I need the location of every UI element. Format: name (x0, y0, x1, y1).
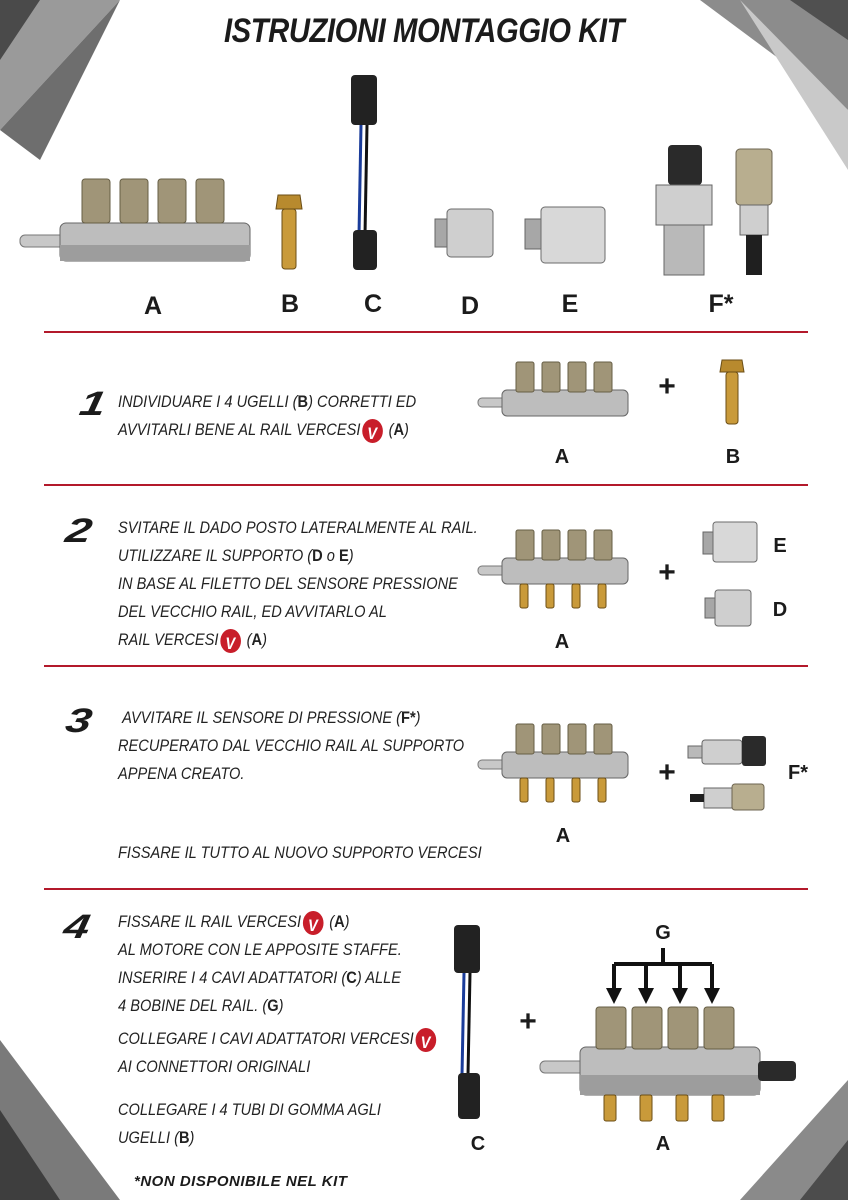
step-4-label-c: C (470, 1133, 486, 1155)
step-1-plus: + (658, 370, 676, 403)
step-2-plus: + (658, 556, 676, 589)
vercesi-logo-icon (362, 419, 383, 443)
step-1-nozzle-image (718, 360, 746, 426)
vercesi-logo-icon (303, 911, 324, 935)
step-1-label-part: B (725, 446, 741, 468)
part-d-support-image (435, 205, 495, 260)
part-label-c: C (363, 290, 383, 318)
part-f-pressure-sensors-image (648, 145, 778, 280)
divider (44, 484, 808, 486)
part-label-b: B (280, 290, 300, 318)
step-4-label-a: A (655, 1133, 671, 1155)
step-2-label-e: E (773, 535, 787, 557)
divider (44, 331, 808, 333)
step-1-rail-image (478, 360, 628, 422)
part-a-rail-image (20, 175, 250, 275)
part-b-nozzle-image (272, 195, 306, 270)
step-1-label-rail: A (554, 446, 570, 468)
step-4-text-block-3: COLLEGARE I 4 TUBI DI GOMMA AGLI UGELLI (B) (118, 1100, 381, 1147)
step-2-rail-image (478, 528, 628, 612)
divider (44, 888, 808, 890)
step-number-4: 4 (60, 908, 94, 946)
step-3-sensors-image (688, 732, 774, 812)
divider (44, 665, 808, 667)
vercesi-logo-icon (415, 1028, 436, 1052)
part-label-f: F* (708, 290, 734, 318)
step-4-adapter-cable-image (448, 925, 488, 1125)
step-3-text-fix: FISSARE IL TUTTO AL NUOVO SUPPORTO VERCESI (118, 843, 482, 862)
step-4-plus: + (519, 1005, 537, 1038)
part-e-support-image (525, 203, 607, 265)
step-3-label-f: F* (788, 762, 808, 784)
step-2-label-d: D (772, 599, 788, 621)
page-title: ISTRUZIONI MONTAGGIO KIT (223, 12, 625, 50)
step-4-text-block-2: COLLEGARE I CAVI ADATTATORI VERCESIV AI CONNETTORI ORIGINALI (118, 1025, 438, 1081)
part-label-e: E (561, 290, 579, 318)
footnote: *NON DISPONIBILE NEL KIT (134, 1173, 348, 1190)
step-4-text-block-1: FISSARE IL RAIL VERCESIV (A) AL MOTORE CON LE APPOSITE STAFFE. INSERIRE I 4 CAVI ADATTATORI (C) ALLE 4 BOBINE DEL RAIL. (G) (118, 908, 402, 1020)
step-number-3: 3 (62, 702, 96, 740)
step-number-1: 1 (76, 385, 110, 423)
part-label-d: D (460, 292, 480, 320)
step-2-text: SVITARE IL DADO POSTO LATERALMENTE AL RAIL. UTILIZZARE IL SUPPORTO (D o E) IN BASE AL FILETTO DEL SENSORE PRESSIONE DEL VECCHIO RAIL, ED AVVITARLO AL RAIL VERCESIV (A) (118, 514, 478, 654)
step-2-support-e-image (703, 520, 759, 564)
step-4-label-g: G (655, 922, 671, 944)
step-2-support-d-image (705, 588, 753, 628)
step-4-rail-image (540, 1005, 800, 1125)
part-c-adapter-cable-image (345, 75, 385, 275)
step-4-coil-arrows (600, 948, 730, 1008)
step-number-2: 2 (62, 512, 96, 550)
part-label-a: A (143, 292, 163, 320)
step-3-rail-image (478, 722, 628, 806)
vercesi-logo-icon (220, 629, 241, 653)
step-3-plus: + (658, 756, 676, 789)
step-3-label-rail: A (555, 825, 571, 847)
step-3-text: AVVITARE IL SENSORE DI PRESSIONE (F*) RECUPERATO DAL VECCHIO RAIL AL SUPPORTO APPENA CREATO. (118, 708, 465, 783)
step-2-label-rail: A (554, 631, 570, 653)
step-1-text: INDIVIDUARE I 4 UGELLI (B) CORRETTI ED AVVITARLI BENE AL RAIL VERCESIV (A) (118, 388, 416, 444)
